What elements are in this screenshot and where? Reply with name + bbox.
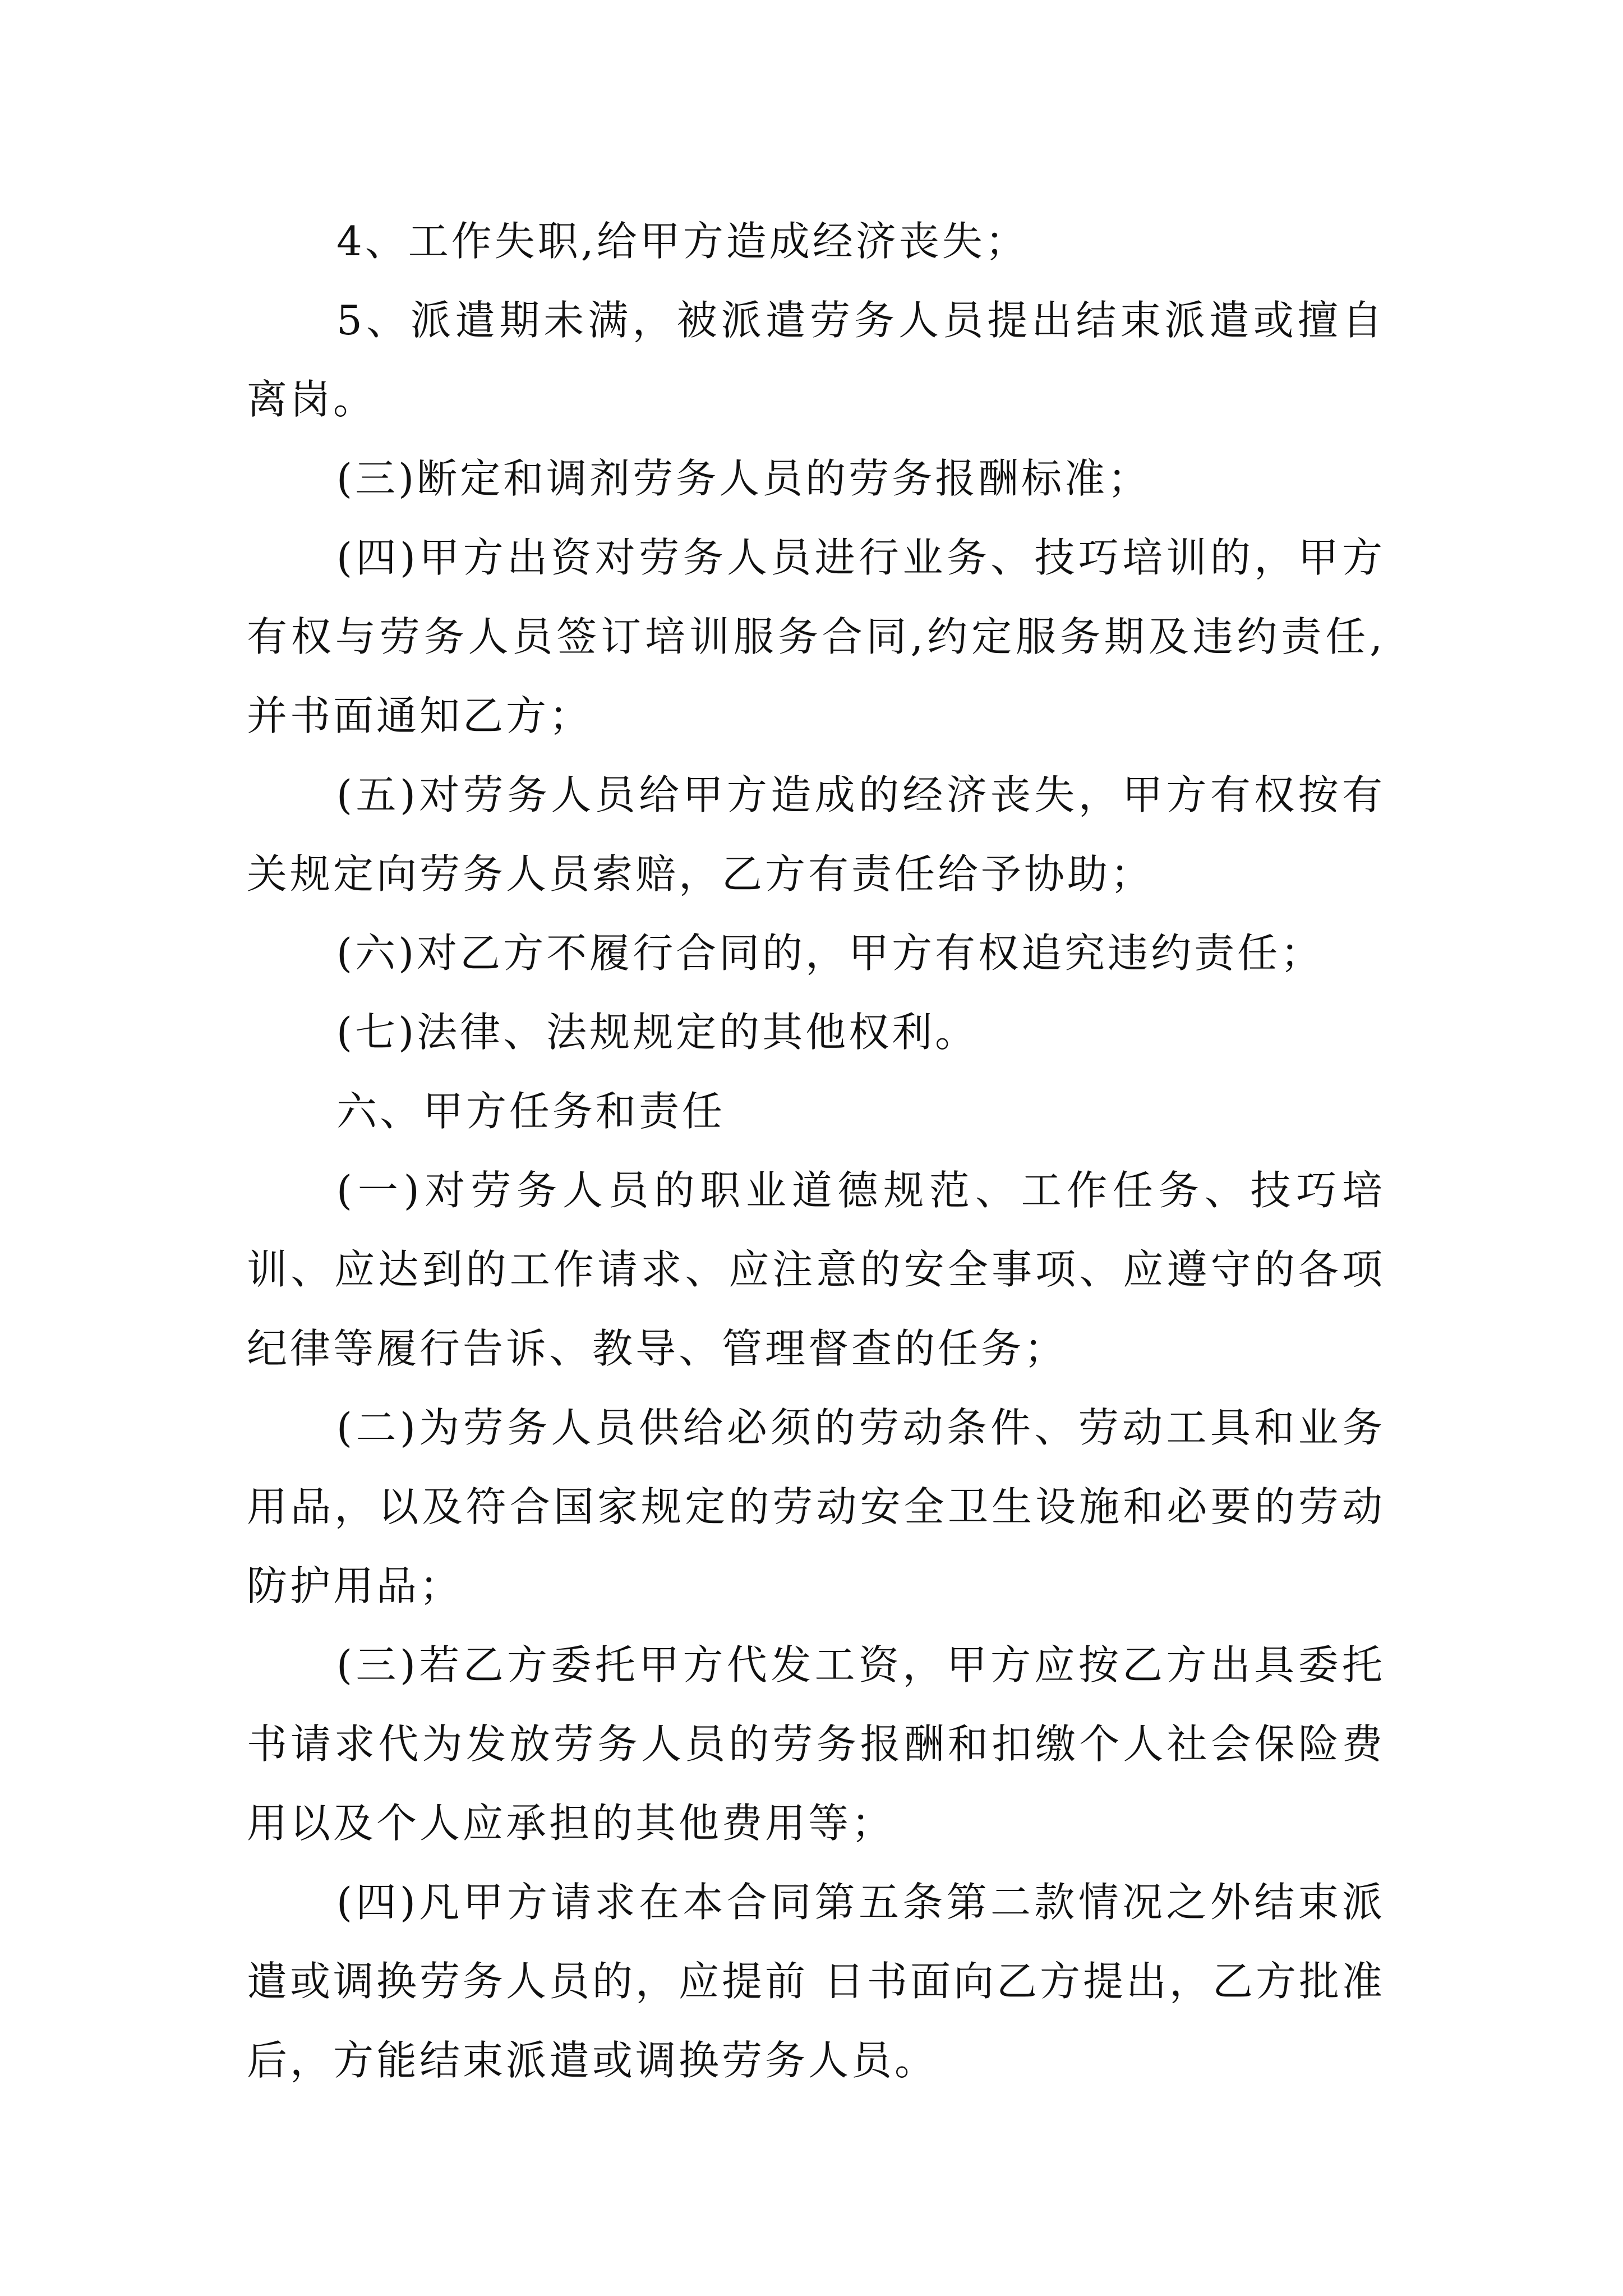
paragraph-duty-3-payroll: (三)若乙方委托甲方代发工资，甲方应按乙方出具委托书请求代为发放劳务人员的劳务报酬和扣缴个人社会保险费用以及个人应承担的其他费用等； bbox=[247, 1641, 1385, 1847]
paragraph-right-7-other-rights: (七)法律、法规规定的其他权利。 bbox=[336, 1009, 979, 1056]
paragraph-duty-4-replacement: (四)凡甲方请求在本合同第五条第二款情况之外结束派遣或调换劳务人员的，应提前 日书面向乙方提出，乙方批准后，方能结束派遣或调换劳务人员。 bbox=[247, 1879, 1385, 2084]
paragraph-right-6-breach: (六)对乙方不履行合同的，甲方有权追究违约责任； bbox=[336, 930, 1324, 977]
paragraph-item-5-early-termination: 5、派遣期未满，被派遣劳务人员提出结束派遣或擅自离岗。 bbox=[247, 297, 1385, 423]
paragraph-duty-1-guidance: (一)对劳务人员的职业道德规范、工作任务、技巧培训、应达到的工作请求、应注意的安全事项、应遵守的各项纪律等履行告诉、教导、管理督查的任务； bbox=[247, 1167, 1385, 1372]
section-heading-party-a-duties: 六、甲方任务和责任 bbox=[336, 1088, 726, 1135]
paragraph-duty-2-working-conditions: (二)为劳务人员供给必须的劳动条件、劳动工具和业务用品，以及符合国家规定的劳动安全卫生设施和必要的劳动防护用品； bbox=[247, 1404, 1385, 1609]
paragraph-right-5-compensation: (五)对劳务人员给甲方造成的经济丧失，甲方有权按有关规定向劳务人员索赔，乙方有责任给予协助； bbox=[247, 771, 1385, 898]
paragraph-item-4-negligence: 4、工作失职,给甲方造成经济丧失； bbox=[336, 218, 1029, 265]
paragraph-right-4-training: (四)甲方出资对劳务人员进行业务、技巧培训的，甲方有权与劳务人员签订培训服务合同,约定服务期及违约责任,并书面通知乙方； bbox=[247, 534, 1385, 739]
paragraph-right-3-remuneration: (三)断定和调剂劳务人员的劳务报酬标准； bbox=[336, 455, 1151, 502]
document-body bbox=[247, 202, 1385, 2100]
